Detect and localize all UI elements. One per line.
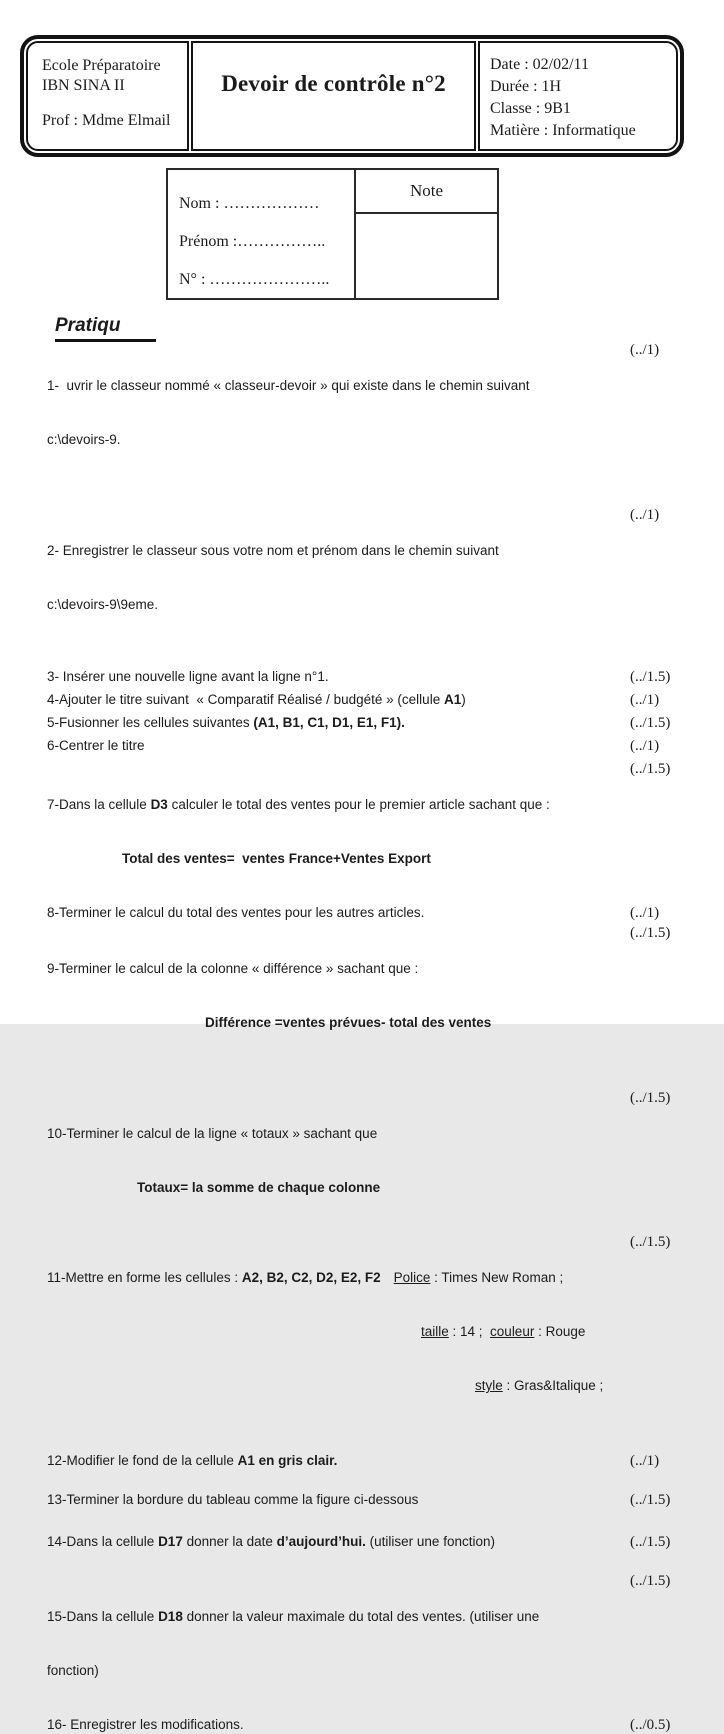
- exercise-item-11: 11-Mettre en forme les cellules : A2, B2, C2, D2, E2, F2 Police : Times New Roman ; taille : 14 ; couleur : Rouge style : Gras&Italique ; (../1.5): [47, 1233, 684, 1431]
- item-6-text: 6-Centrer le titre: [47, 738, 145, 753]
- nom-field: Nom : ………………: [179, 195, 320, 212]
- exercise-item-4: 4-Ajouter le titre suivant « Comparatif Réalisé / budgété » (cellule A1) (../1): [47, 691, 684, 709]
- exam-duration: Durée : 1H: [490, 78, 562, 95]
- exercise-item-2: [47, 506, 684, 650]
- item-9-formula: Différence =ventes prévues- total des ventes: [205, 1015, 492, 1030]
- exercise-item-10: [47, 1089, 684, 1233]
- exercise-item-6: [47, 737, 684, 755]
- exercise-item-14: 14-Dans la cellule D17 donner la date d’aujourd’hui. (utiliser une fonction) (../1.5): [47, 1533, 684, 1551]
- exercise-item-9: [47, 924, 684, 1068]
- section-title: Pratiqu: [55, 315, 156, 342]
- exam-class: Classe : 9B1: [490, 100, 571, 117]
- exercise-list: [47, 341, 684, 1734]
- exercise-item-8: [47, 904, 684, 922]
- school-info-cell: [26, 41, 189, 151]
- item-2-line1: 2- Enregistrer le classeur sous votre nom et prénom dans le chemin suivant: [47, 543, 499, 558]
- exam-subject: Matière : Informatique: [490, 122, 636, 139]
- item-16-text: 16- Enregistrer les modifications.: [47, 1717, 244, 1732]
- exercise-item-3: [47, 668, 684, 686]
- item-2-line2: c:\devoirs-9\9eme.: [47, 597, 159, 612]
- item-11-police: Police : Times New Roman ;: [393, 1270, 564, 1285]
- item-1-line1: 1- uvrir le classeur nommé « classeur-devoir » qui existe dans le chemin suivant: [47, 378, 530, 393]
- item-11-points: (../1.5): [630, 1234, 671, 1250]
- item-8-text: 8-Terminer le calcul du total des ventes pour les autres articles.: [47, 905, 425, 920]
- item-13-text: 13-Terminer la bordure du tableau comme la figure ci-dessous: [47, 1492, 419, 1507]
- school-name-line1: Ecole Préparatoire: [42, 57, 161, 74]
- item-11-taille-couleur: taille : 14 ; couleur : Rouge: [421, 1324, 586, 1339]
- document-title: Devoir de contrôle n°2: [221, 71, 446, 96]
- item-3-text: 3- Insérer une nouvelle ligne avant la ligne n°1.: [47, 669, 329, 684]
- item-4-text: 4-Ajouter le titre suivant « Comparatif Réalisé / budgété » (cellule: [47, 692, 444, 707]
- item-3-points: (../1.5): [630, 669, 671, 685]
- item-11-text: 11-Mettre en forme les cellules :: [47, 1270, 242, 1285]
- item-9-points: (../1.5): [630, 925, 671, 941]
- teacher-name: Prof : Mdme Elmail: [42, 112, 171, 129]
- item-1-points: (../1): [630, 342, 660, 358]
- prenom-field: Prénom :……………..: [179, 233, 326, 250]
- item-8-points: (../1): [630, 905, 660, 921]
- header-box: [20, 35, 684, 157]
- item-5-text: 5-Fusionner les cellules suivantes: [47, 715, 254, 730]
- title-cell: [191, 41, 476, 151]
- item-4-points: (../1): [630, 692, 660, 708]
- item-10-text: 10-Terminer le calcul de la ligne « totaux » sachant que: [47, 1126, 378, 1141]
- numero-field: N° : …………………..: [179, 271, 330, 288]
- exercise-item-1: [47, 341, 684, 485]
- exam-date: Date : 02/02/11: [490, 56, 589, 73]
- note-label: Note: [356, 170, 497, 214]
- note-empty-cell: [356, 214, 497, 298]
- item-9-text: 9-Terminer le calcul de la colonne « différence » sachant que :: [47, 961, 419, 976]
- exercise-item-13: [47, 1491, 684, 1509]
- item-12-text: 12-Modifier le fond de la cellule: [47, 1453, 238, 1468]
- exercise-item-16: [47, 1716, 684, 1734]
- student-fields-cell: [168, 170, 356, 298]
- student-info-table: [166, 168, 499, 300]
- item-7-formula: Total des ventes= ventes France+Ventes Export: [122, 851, 431, 866]
- item-7-points: (../1.5): [630, 761, 671, 777]
- item-2-points: (../1): [630, 507, 660, 523]
- item-10-points: (../1.5): [630, 1090, 671, 1106]
- exercise-item-15: 15-Dans la cellule D18 donner la valeur maximale du total des ventes. (utiliser une fonction) (../1.5): [47, 1572, 684, 1716]
- item-15-line2: fonction): [47, 1663, 99, 1678]
- item-11-style: style : Gras&Italique ;: [475, 1378, 604, 1393]
- item-6-points: (../1): [630, 738, 660, 754]
- exercise-item-5: 5-Fusionner les cellules suivantes (A1, B1, C1, D1, E1, F1). (../1.5): [47, 714, 684, 732]
- item-14-text: 14-Dans la cellule: [47, 1534, 159, 1549]
- note-column: [356, 170, 497, 298]
- exercise-item-7: 7-Dans la cellule D3 calculer le total des ventes pour le premier article sachant que : Total des ventes= ventes France+Ventes Export (../1.5): [47, 760, 684, 904]
- item-15-text: 15-Dans la cellule: [47, 1609, 159, 1624]
- item-14-points: (../1.5): [630, 1534, 671, 1550]
- item-12-points: (../1): [630, 1453, 660, 1469]
- item-16-points: (../0.5): [630, 1717, 671, 1733]
- item-5-points: (../1.5): [630, 715, 671, 731]
- exam-info-cell: [478, 41, 678, 151]
- item-10-formula: Totaux= la somme de chaque colonne: [137, 1180, 381, 1195]
- item-13-points: (../1.5): [630, 1492, 671, 1508]
- item-7-text: 7-Dans la cellule: [47, 797, 151, 812]
- item-15-points: (../1.5): [630, 1573, 671, 1589]
- exercise-item-12: 12-Modifier le fond de la cellule A1 en gris clair. (../1): [47, 1452, 684, 1470]
- school-name-line2: IBN SINA II: [42, 77, 125, 94]
- item-1-line2: c:\devoirs-9.: [47, 432, 121, 447]
